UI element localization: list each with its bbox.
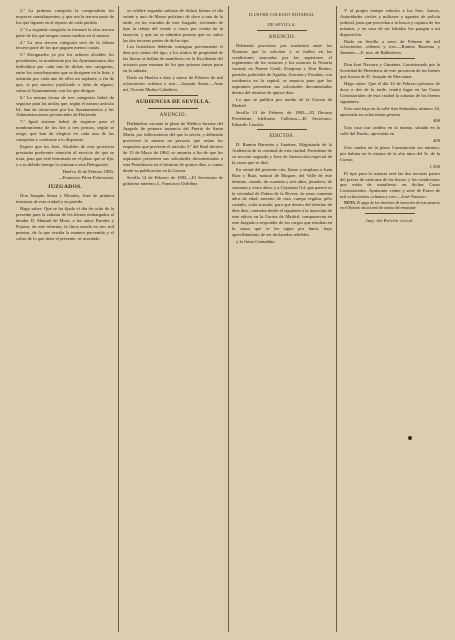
paragraph: Una casa baja en la calle San Sebastián, número 34, apreciada en ochocientas pesetas (340, 105, 440, 117)
paragraph: Don Joaquín Serna y Morales, Juez de primera instancia de esta ciudad y su partido. (16, 193, 114, 205)
note (340, 201, 440, 211)
section-heading-audiencia: AUDIENCIA DE SEVILLA. (135, 98, 211, 105)
date-line: Huelva 16 de Febrero 1883. (62, 168, 114, 174)
printer-footer: Imp. del Boletín oficial. (366, 218, 414, 224)
paragraph: 7.ª Igual sistema habrá de seguirse para el nombramiento de los dos o tres peritos, según se exige, que han de elegirse en cada una de las categorías y conforme a lo dispuesto. (16, 119, 114, 143)
date-line: Sevilla 13 de Febrero de 1883.—El Decano Presidente, Idelfonso Calleron.—El Secretario, Eduardo Carrión. (232, 109, 332, 127)
paragraph: Los licitadores deberán consignar previamente el diez por ciento del tipo, y los títulos de propiedad de las fincas se hallan de manifiesto en la Escribanía del actuario para examen de los que quieran tomar parte en la subasta. (123, 44, 223, 74)
divider (365, 58, 415, 59)
paragraph: El tipo para la subasta será las dos terceras partes del precio de cada una de las fincas, y las condiciones que están de manifiesto en dichas Casas Consistoriales. Ayamonte veinte y siete de Enero de mil ochocientos ochenta y tres.—José Navarro. (340, 170, 440, 200)
price-value: 400 (433, 138, 440, 144)
divider (257, 129, 307, 130)
paragraph: Una casa con cambio en la misma, situada en la calle del Puerto, apreciada en (340, 125, 440, 137)
paragraph: Dado en Sevilla a trece de Febrero de mil ochocientos ochenta y tres.—Ramón Barrenta y Jiménez.—E. mar. de Ballesteros. (340, 38, 440, 56)
paragraph: Hallándose vacante la plaza de Médico forense del Juzgado de primera instancia del Puerto de Santa María, por fallecimiento del que la servía, y debiendo proveerse la misma en persona que reúna los requisitos que previene el artículo 3.º del Real decreto de 13 de Mayo de 1862, se anuncia a fin de que los aspirantes presenten sus solicitudes documentadas a esta Presidencia en el término de quince días, a contar desde su publicación en la Gaceta. (123, 120, 223, 173)
paragraph: Don José Navarro y Giménez, Comisionado por la Sociedad de Herederos de este provincia de los bienes que fueron de D. Joaquín de Mercamar. (340, 62, 440, 80)
column-divider (228, 6, 229, 632)
date-line: Dado en Huelva a diez y nueve de Febrero de mil ochocientos ochenta y tres.—Joaquín Serna.—Ante mí, Vicente Muñoz Caballero. (123, 74, 223, 92)
divider (148, 95, 198, 96)
paper-hole (408, 436, 412, 440)
paragraph: Hago saber: Que el día 24 de Febrero próximo de doce a dos de la tarde, tendrá lugar en las Casas Consistoriales de esta ciudad la subasta de los bienes siguientes: (340, 80, 440, 104)
price-value: 1.500 (429, 163, 440, 169)
paragraph: D. Ramón Barrenta y Jiménez, Magistrado de la Audiencia de lo criminal de esta ciudad, Presidente de su sección segunda y Juez de Instrucción especial de la causa que se dirá. (232, 142, 332, 166)
subheading-anuncio: ANUNCIO. (159, 112, 187, 118)
paragraph: Lo que se publica por medio de la Gaceta de Madrid. (232, 96, 332, 108)
paragraph: 4.ª La otra tercera categoría será de la última tercera parte de los que paguen menos cuotas. (16, 39, 114, 51)
subheading-anuncio: ANUNCIO. (268, 34, 296, 40)
divider (257, 30, 307, 31)
price-value: 400 (433, 118, 440, 124)
column-1 (16, 8, 114, 630)
note-text: El pago de los derechos de inserción de este anuncio en el Boletín oficial será de cuenta del rematante. (340, 201, 440, 211)
signature: Sevilla 14 de Febrero de 1883.—El Secretario de gobierno interino, L. Francisco Ordóñez. (123, 174, 223, 186)
column-4 (340, 8, 440, 630)
section-heading-edictos: EDICTOS. (269, 134, 295, 140)
paragraph: Espero que los Sres. Alcaldes de esta provincia prestarán preferente atención al servicio de que se trata, para que esté terminado en el plazo que se fija, y a su debido tiempo lo remitan a esta Delegación. (16, 143, 114, 167)
divider (148, 108, 198, 109)
column-divider (336, 6, 337, 632)
paragraph: Debiendo proveerse por traslación entre los Notarios que lo soliciten y se hallen en las condiciones marcadas por las superiores el reglamento de los notarios y los notarios la Notaría vacante en Puente Genil, Estepona y Don Benito, partidos judiciales de Aguilar, Aracena y Posadas, con residencia en la capital, se anuncia para que los aspirantes presenten sus solicitudes documentadas dentro del término de quince días. (232, 42, 332, 95)
paragraph: 5.ª Designados ya por los señores alcaldes los presidentes, se nombrarán por los Ayuntamientos dos individuos por cada una de dichas tres categorías, entre los contribuyentes que se designen en la lista; y asistirán por cada uno de ellos un suplente, a fin de que, si por motivo justificado o falta de alguno, cubra el Ayuntamiento con los que designe. (16, 52, 114, 93)
paragraph: 2.ª La primera categoría la compondrán los mayores contribuyentes, y que sea la tercera parte de los que figuren en el reparto de cada partido. (16, 8, 114, 25)
heading-colegio: ILUSTRE COLEGIO NOTARIAL (249, 12, 315, 17)
note-label: NOTA. (344, 201, 356, 206)
paragraph: 3.ª La segunda categoría la formará la otra tercera parte de los que tengan cuotas medias en el mismo. (16, 26, 114, 38)
column-2 (123, 8, 223, 630)
paragraph: 6.ª La misma forma de tres categorías habrá de seguirse para las tarifas que, según el mismo artículo 64, han de observarse por los Ayuntamientos y las Administraciones provinciales de Hacienda. (16, 94, 114, 118)
paragraph: y la firmo Granadina. (236, 238, 276, 244)
section-heading-juzgados: JUZGADOS. (47, 184, 83, 191)
heading-sevilla: DE SEVILLA. (267, 21, 297, 27)
column-3 (232, 8, 332, 630)
column-divider (118, 6, 119, 632)
signature: —Francisco Pérez Echevarría. (58, 175, 114, 181)
paragraph: Y al propio tiempo exhorto a los Sres. Jueces, Autoridades civiles y militares y agentes de policía judicial, para que procedan a la busca y captura de los mismos, y en caso de ser habidos los pongan a mi disposición. (340, 8, 440, 37)
paragraph: Hago saber: Que se ha fijado el día de ocho de la presente para la subasta de los bienes embargados al deudor D. Manuel de Mora, a los autos Paredes y Pajares, de este término, la finca tasada en tres mil pesetas, de la que resulta la manera prevenida y el cobro de lo que tiene el presente, se acordado (16, 206, 114, 241)
paragraph: Una cuadra en la plaza Constitución sin número, por habitar en la misma de la alta mira del Sr. de la Cuesta (340, 145, 440, 162)
paragraph: se celebre segunda subasta de dichos bienes el día veinte y uno de Marzo próximo de doce a una de la tarde, en los estrados de este Juzgado, sirviendo de tipo la rebaja del veinte y cinco por ciento de la tasación, y que no se admitirá postura que no cubra las dos terceras partes de dicho tipo. (123, 8, 223, 43)
divider (365, 213, 415, 214)
paragraph: En virtud del presente cito, llamo y emplazo a Juan Ruiz y Ruiz, natural de Moguer, del Valle de este término, casado, de cuarenta y seis años, jornalero, de cuarenta y cinco años, y a Cayetano Gil, que parece es la vecindad de Palma de la Rivera, de unos cuarenta años de edad, moreno de cara, cuerpo regular, pelo castaño, color tostado; para que dentro del término de diez días, contados desde el siguiente a la inserción de este edicto en la Gaceta de Madrid, comparezcan en este Juzgado a responder de los cargos que resultan en la causa que se les sigue por hurto, bajo apercibimiento de ser declarados rebeldes. (232, 166, 332, 237)
